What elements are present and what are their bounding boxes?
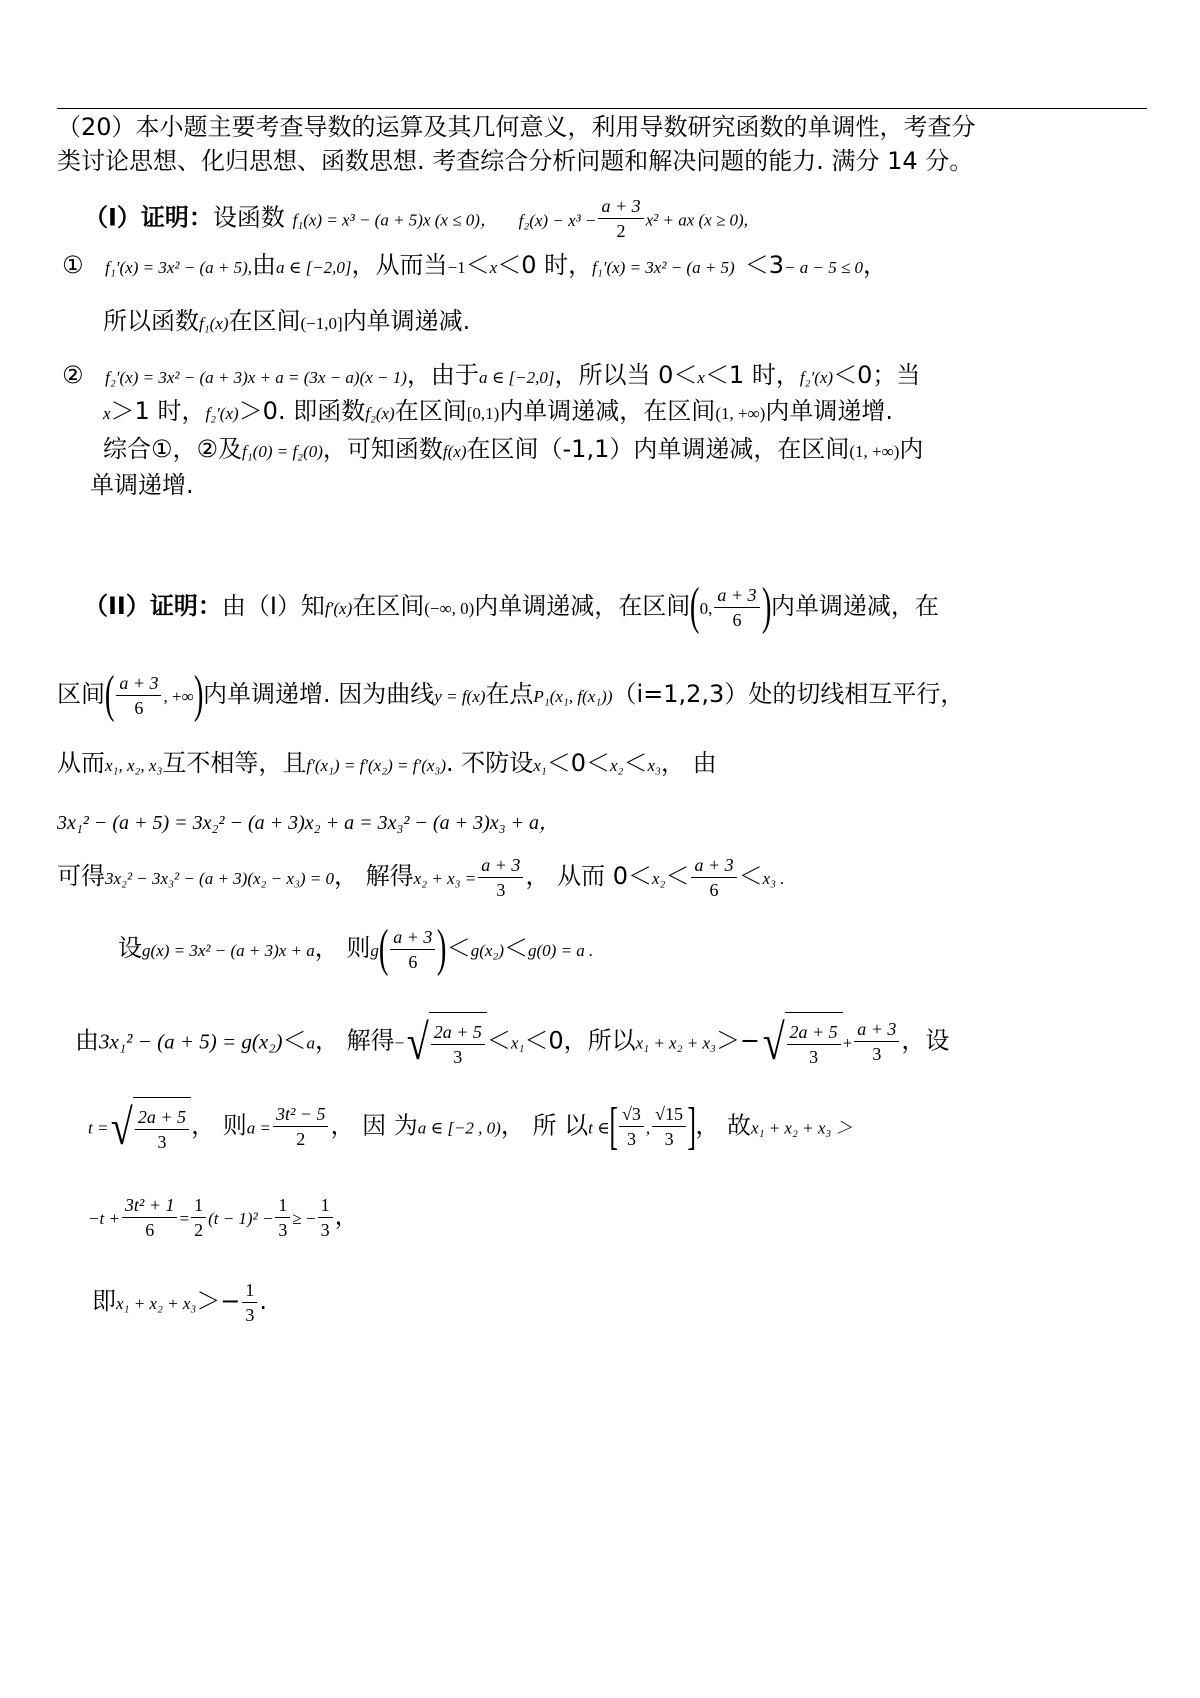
math: f₂′(x) = 3x² − (a + 3)x + a = (3x − a)(x − 1) xyxy=(105,368,407,387)
text: ， 解得 xyxy=(315,1026,395,1055)
frac-num: a + 3 xyxy=(598,195,643,219)
text: 内单调递减，在 xyxy=(770,592,939,620)
frac-den: 3 xyxy=(496,879,506,900)
summary-line2: 单调递增. xyxy=(90,471,194,499)
fraction xyxy=(478,854,523,901)
text: 设 xyxy=(118,934,142,962)
marker-1: ① xyxy=(62,251,84,279)
math: 3x₁² − (a + 5) = g(x₂) xyxy=(99,1029,283,1054)
math: a = xyxy=(246,1118,271,1138)
math: x₂ + x₃ = xyxy=(413,869,477,888)
frac-num: a + 3 xyxy=(854,1018,899,1042)
part2-line5 xyxy=(57,850,785,905)
text: 由（I）知 xyxy=(221,592,325,620)
math: x xyxy=(489,258,498,277)
part2-line10 xyxy=(92,1273,267,1332)
math: f′(x) xyxy=(324,599,353,618)
radicand xyxy=(785,1012,843,1071)
text: ＜ xyxy=(623,749,648,777)
frac-num: a + 3 xyxy=(691,854,736,878)
frac-den: 3 xyxy=(626,1129,636,1149)
text: ， 则 xyxy=(191,1111,247,1140)
math: (1, +∞) xyxy=(849,442,900,461)
text: ＞− xyxy=(715,1026,761,1055)
text: 内单调递增. xyxy=(765,397,893,425)
text: 在区间（-1,1）内单调递减，在区间 xyxy=(466,435,850,463)
text: ， xyxy=(334,1202,359,1230)
math: x₁ + x₂ + x₃ ＞ xyxy=(751,1118,853,1138)
fraction xyxy=(275,1194,290,1241)
top-rule xyxy=(57,108,1147,109)
summary-line1 xyxy=(103,434,923,467)
fraction xyxy=(273,1103,329,1150)
math: t ∈ xyxy=(588,1118,610,1138)
case1-line1 xyxy=(62,250,887,283)
frac-den: 3 xyxy=(453,1046,463,1067)
math: g xyxy=(370,941,379,960)
frac-den: 6 xyxy=(145,1219,155,1240)
math: = xyxy=(179,1209,190,1228)
marker-2: ② xyxy=(62,361,84,389)
f2-definition-b: x² + ax (x ≥ 0), xyxy=(645,210,748,230)
math: f₂′(x) xyxy=(799,368,834,387)
math: f₁′(x) = 3x² − (a + 5), xyxy=(105,258,253,277)
text: ＜ xyxy=(465,251,490,279)
fraction xyxy=(135,1106,189,1153)
frac-den: 2 xyxy=(296,1129,306,1149)
text: ，可知函数 xyxy=(322,435,443,463)
radicand xyxy=(133,1097,191,1156)
text: ，设 xyxy=(901,1026,950,1055)
math: (1, +∞) xyxy=(715,404,766,423)
math: g(0) = a . xyxy=(528,941,594,960)
math: f′(x₁) = f′(x₂) = f′(x₃) xyxy=(306,756,446,775)
math: f₂(x) xyxy=(365,404,395,423)
radicand xyxy=(429,1012,487,1071)
fraction xyxy=(598,195,643,242)
math: P₁(x₁, f(x₁)) xyxy=(533,687,613,706)
text: 即 xyxy=(92,1287,116,1315)
fraction xyxy=(691,854,736,901)
frac-den: 3 xyxy=(278,1219,288,1240)
text: 在区间 xyxy=(228,307,301,335)
sqrt xyxy=(760,1012,843,1071)
text: ＞0. 即函数 xyxy=(238,397,366,425)
part2-line3 xyxy=(57,748,717,781)
math: x xyxy=(697,368,705,387)
text: ， 解得 xyxy=(334,862,414,890)
frac-den: 3 xyxy=(809,1046,819,1067)
right-bracket: ] xyxy=(687,1097,697,1155)
text: ＜ xyxy=(738,862,763,890)
text: 内单调递减. xyxy=(342,307,471,335)
fraction xyxy=(318,1194,333,1241)
left-paren: ( xyxy=(378,920,389,977)
math: a ∈ [−2 , 0) xyxy=(417,1118,501,1138)
math: [0,1) xyxy=(466,404,500,423)
fraction xyxy=(242,1279,257,1326)
text: 内单调递增. 因为曲线 xyxy=(203,680,435,708)
frac-num: a + 3 xyxy=(390,926,435,950)
math: x₁ + x₂ + x₃ xyxy=(116,1294,197,1313)
part2-line8 xyxy=(88,1097,853,1157)
math: −1 xyxy=(447,258,466,277)
text: 所以函数 xyxy=(103,307,199,335)
frac-num: a + 3 xyxy=(116,672,161,696)
math: g(x₂) xyxy=(470,941,504,960)
frac-den: 3 xyxy=(872,1044,882,1064)
frac-num: 1 xyxy=(242,1279,257,1303)
frac-num: 1 xyxy=(275,1194,290,1218)
math: g(x) = 3x² − (a + 3)x + a xyxy=(142,941,315,960)
text: 内 xyxy=(899,435,924,463)
radical-sign: √ xyxy=(762,1013,785,1070)
math: f₂′(x) xyxy=(205,404,239,423)
frac-num: 3t² + 1 xyxy=(122,1194,178,1218)
text: 在区间 xyxy=(394,397,467,425)
frac-num: 2a + 5 xyxy=(431,1021,485,1045)
part2-line9 xyxy=(88,1188,359,1247)
text: ＞1 时， xyxy=(110,397,206,425)
frac-den: 2 xyxy=(194,1219,204,1240)
text: . 不防设 xyxy=(445,749,534,777)
math: 0, xyxy=(699,599,713,618)
frac-num: √15 xyxy=(652,1103,686,1127)
math: x₂ xyxy=(610,756,624,775)
fraction xyxy=(122,1194,178,1241)
frac-den: 6 xyxy=(134,697,144,718)
math: + xyxy=(842,1033,853,1053)
right-paren: ) xyxy=(193,666,204,723)
frac-num: √3 xyxy=(619,1103,644,1127)
math: − xyxy=(394,1033,405,1053)
math: −t + xyxy=(88,1209,120,1228)
math: f₁(0) = f₂(0) xyxy=(242,442,323,461)
fraction xyxy=(390,926,435,973)
text: 由 xyxy=(75,1026,99,1055)
header-line-2: 类讨论思想、化归思想、函数思想. 考查综合分析问题和解决问题的能力. 满分 14 分。 xyxy=(57,147,974,175)
fraction xyxy=(619,1103,644,1150)
text: ，所以当 0＜ xyxy=(554,361,698,389)
sqrt xyxy=(404,1012,487,1071)
radical-sign: √ xyxy=(407,1013,429,1070)
text: ＜0＜ xyxy=(546,749,610,777)
fraction xyxy=(431,1021,485,1068)
frac-den: 6 xyxy=(709,879,719,900)
text: ，从而当 xyxy=(351,251,448,279)
part1-intro xyxy=(84,195,748,242)
text: ＞− xyxy=(196,1287,241,1315)
f1-definition: f₁(x) = x³ − (a + 5)x (x ≤ 0)， xyxy=(292,210,497,230)
fraction xyxy=(787,1021,841,1068)
math: (t − 1)² − xyxy=(208,1209,274,1228)
text: ＜0；当 xyxy=(833,361,921,389)
text: ＜ xyxy=(504,934,528,962)
part2-line1 xyxy=(84,580,939,635)
f2-definition-a: f₂(x) − x³ − xyxy=(518,210,597,230)
text: 可得 xyxy=(57,862,105,890)
math: x₁, x₂, x₃ xyxy=(105,756,163,775)
math: t = xyxy=(88,1118,109,1138)
text: 互不相等，且 xyxy=(162,749,307,777)
part2-line4: 3x₁² − (a + 5) = 3x₂² − (a + 3)x₂ + a = 3x₃² − (a + 3)x₃ + a， xyxy=(57,812,560,834)
math: x₂ xyxy=(651,869,666,888)
right-paren: ) xyxy=(437,920,447,977)
math: f₁(x) xyxy=(199,314,229,333)
math: x₁ + x₂ + x₃ xyxy=(635,1033,716,1053)
case2-line2 xyxy=(103,396,893,429)
text: ＜3 xyxy=(744,251,784,279)
fraction xyxy=(191,1194,206,1241)
left-bracket: [ xyxy=(609,1097,618,1155)
frac-num: a + 3 xyxy=(714,584,759,608)
comma: , xyxy=(645,1118,651,1138)
text: 内单调递减，在区间 xyxy=(474,592,691,620)
frac-num: 1 xyxy=(318,1194,333,1218)
math: x₁ xyxy=(533,756,547,775)
text: ， 则 xyxy=(314,934,371,962)
left-paren: ( xyxy=(690,578,700,635)
text: ，由于 xyxy=(406,361,479,389)
left-paren: ( xyxy=(104,666,115,723)
math: (−1,0] xyxy=(300,314,343,333)
frac-num: 2a + 5 xyxy=(787,1021,841,1045)
sqrt xyxy=(108,1097,191,1156)
text: （i=1,2,3）处的切线相互平行， xyxy=(612,680,965,708)
math: , +∞ xyxy=(163,687,194,706)
frac-den: 3 xyxy=(664,1129,674,1149)
case1-line2 xyxy=(103,306,470,339)
header-line-1: （20）本小题主要考查导数的运算及其几何意义，利用导数研究函数的单调性，考查分 xyxy=(57,113,976,141)
part1-label: （I）证明： xyxy=(84,203,213,232)
text: . xyxy=(259,1287,268,1315)
math: x₁ xyxy=(510,1033,525,1053)
text: ， 从而 0＜ xyxy=(525,862,652,890)
text: ＜0 时， xyxy=(497,251,593,279)
text: ＜0，所以 xyxy=(524,1026,636,1055)
math: x xyxy=(103,404,111,423)
frac-num: 1 xyxy=(191,1194,206,1218)
text: 在区间 xyxy=(352,592,425,620)
math: x₃ . xyxy=(762,869,785,888)
math: x₃ xyxy=(647,756,661,775)
part2-label: （II）证明： xyxy=(84,592,222,620)
frac-num: 2a + 5 xyxy=(135,1106,189,1130)
right-paren: ) xyxy=(761,578,771,635)
math: f(x) xyxy=(442,442,467,461)
frac-den: 3 xyxy=(157,1131,167,1152)
radical-sign: √ xyxy=(111,1098,134,1155)
math: a ∈ [−2,0] xyxy=(276,258,352,277)
fraction xyxy=(714,584,759,631)
fraction xyxy=(116,672,161,719)
text: 由 xyxy=(252,251,277,279)
math: a ∈ [−2,0] xyxy=(478,368,555,387)
case2-line1 xyxy=(62,360,920,393)
part2-line6 xyxy=(118,922,593,977)
text: 在点 xyxy=(485,680,534,708)
text: ， 所 以 xyxy=(500,1111,589,1140)
part2-line2 xyxy=(57,668,964,723)
text: 区间 xyxy=(57,680,105,708)
math: ≥ − xyxy=(292,1209,316,1228)
math: (−∞, 0) xyxy=(424,599,475,618)
fraction xyxy=(854,1018,899,1065)
part2-line7 xyxy=(75,1012,949,1072)
text: 综合①，②及 xyxy=(103,435,243,463)
text: 内单调递减，在区间 xyxy=(499,397,716,425)
text: ， 因 为 xyxy=(330,1111,418,1140)
text: ， 由 xyxy=(660,749,717,777)
frac-num: 3t² − 5 xyxy=(273,1103,329,1127)
text: ＜ xyxy=(446,934,471,962)
text: ， 故 xyxy=(695,1111,751,1140)
text: ＜1 时， xyxy=(704,361,800,389)
math: − a − 5 ≤ 0 xyxy=(784,258,864,277)
math: y = f(x) xyxy=(434,687,486,706)
frac-num: a + 3 xyxy=(478,854,523,878)
frac-den: 6 xyxy=(732,609,742,630)
text: ， xyxy=(863,251,888,279)
frac-den: 3 xyxy=(245,1304,255,1325)
text: ＜ xyxy=(665,862,690,890)
fraction xyxy=(652,1103,686,1150)
math: f₁′(x) = 3x² − (a + 5) xyxy=(592,258,735,277)
text: 设函数 xyxy=(212,203,285,232)
frac-den: 2 xyxy=(616,221,626,241)
math: a xyxy=(306,1033,316,1053)
text: ＜ xyxy=(486,1026,511,1055)
text: 从而 xyxy=(57,749,105,777)
math: 3x₂² − 3x₃² − (a + 3)(x₂ − x₃) = 0 xyxy=(105,869,335,888)
frac-den: 6 xyxy=(408,951,418,972)
text: ＜ xyxy=(282,1026,307,1055)
frac-den: 3 xyxy=(320,1219,330,1240)
